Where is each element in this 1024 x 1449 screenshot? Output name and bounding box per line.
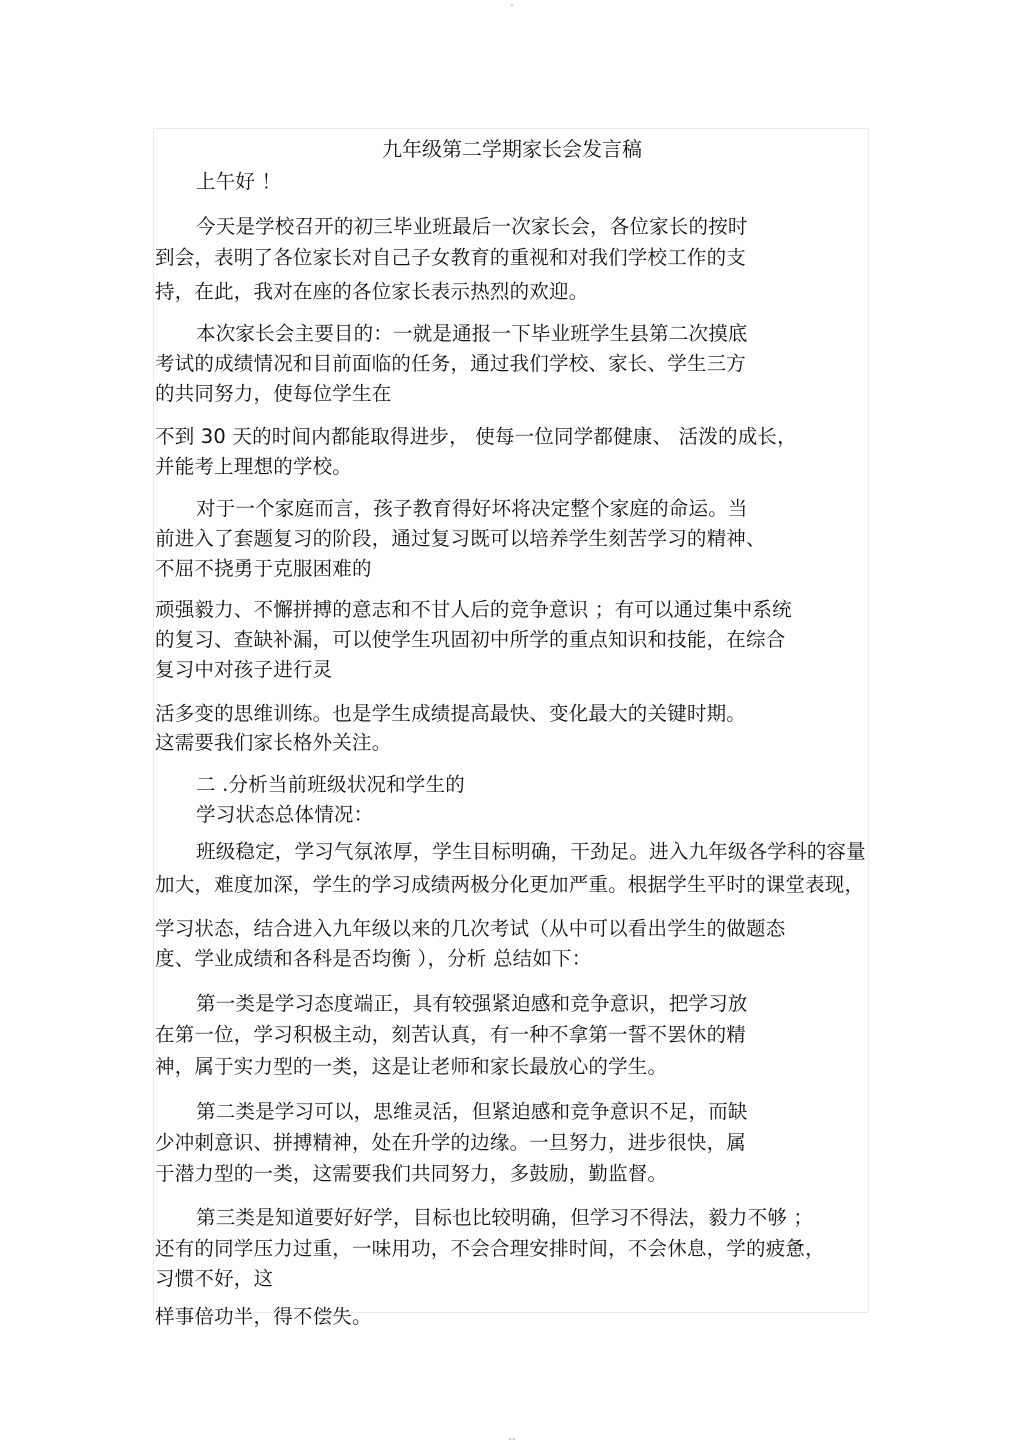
body-line: 持，在此，我对在座的各位家长表示热烈的欢迎。 — [155, 280, 589, 303]
body-line: 第一类是学习态度端正，具有较强紧迫感和竞争意识，把学习放 — [196, 992, 748, 1015]
body-line: 复习中对孩子进行灵 — [155, 658, 333, 681]
body-line: 还有的同学压力过重，一味用功，不会合理安排时间，不会休息，学的疲惫， — [155, 1237, 825, 1260]
body-line: 上午好 ！ — [196, 170, 282, 193]
body-line: 第三类是知道要好好学，目标也比较明确，但学习不得法，毅力不够 ； — [196, 1206, 814, 1229]
body-line: 样事倍功半，得不偿失。 — [155, 1305, 372, 1328]
footer-mark: -- — [508, 1434, 516, 1445]
body-line: 不到 30 天的时间内都能取得进步， 使每一位同学都健康、 活泼的成长， — [155, 425, 797, 448]
body-line: 今天是学校召开的初三毕业班最后一次家长会，各位家长的按时 — [196, 215, 748, 238]
body-line: 到会，表明了各位家长对自己子女教育的重视和对我们学校工作的支 — [155, 246, 747, 269]
body-line: 神，属于实力型的一类，这是让老师和家长最放心的学生。 — [155, 1055, 668, 1078]
body-line: 在第一位，学习积极主动，刻苦认真，有一种不拿第一誓不罢休的精 — [155, 1023, 747, 1046]
header-mark: - — [510, 0, 514, 11]
body-line: 二 .分析当前班级状况和学生的 — [196, 773, 465, 796]
body-line: 的复习、查缺补漏，可以使学生巩固初中所学的重点知识和技能，在综合 — [155, 628, 786, 651]
body-line: 第二类是学习可以，思维灵活，但紧迫感和竞争意识不足，而缺 — [196, 1100, 748, 1123]
body-line: 度、学业成绩和各科是否均衡 ），分析 总结如下： — [155, 947, 592, 970]
body-line: 活多变的思维训练。也是学生成绩提高最快、变化最大的关键时期。 — [155, 702, 747, 725]
body-line: 考试的成绩情况和目前面临的任务，通过我们学校、家长、学生三方 — [155, 352, 747, 375]
body-line: 的共同努力，使每位学生在 — [155, 382, 392, 405]
body-line: 班级稳定，学习气氛浓厚，学生目标明确，干劲足。进入九年级各学科的容量 — [196, 840, 866, 863]
body-line: 顽强毅力、不懈拼搏的意志和不甘人后的竞争意识 ；有可以通过集中系统 — [155, 598, 792, 621]
body-line: 并能考上理想的学校。 — [155, 455, 353, 478]
document-title: 九年级第二学期家长会发言稿 — [382, 137, 642, 161]
body-line: 学习状态总体情况： — [196, 803, 374, 826]
body-line: 于潜力型的一类，这需要我们共同努力，多鼓励，勤监督。 — [155, 1162, 668, 1185]
body-line: 对于一个家庭而言，孩子教育得好坏将决定整个家庭的命运。当 — [196, 497, 748, 520]
body-line: 加大，难度加深，学生的学习成绩两极分化更加严重。根据学生平时的课堂表现， — [155, 873, 865, 896]
body-line: 本次家长会主要目的：一就是通报一下毕业班学生县第二次摸底 — [196, 322, 748, 345]
body-line: 前进入了套题复习的阶段，通过复习既可以培养学生刻苦学习的精神、 — [155, 527, 766, 550]
body-line: 习惯不好，这 — [155, 1267, 274, 1290]
body-line: 不屈不挠勇于克服困难的 — [155, 557, 372, 580]
body-line: 这需要我们家长格外关注。 — [155, 731, 392, 754]
body-line: 少冲刺意识、拼搏精神，处在升学的边缘。一旦努力，进步很快，属 — [155, 1131, 747, 1154]
body-line: 学习状态，结合进入九年级以来的几次考试（从中可以看出学生的做题态 — [155, 917, 786, 940]
